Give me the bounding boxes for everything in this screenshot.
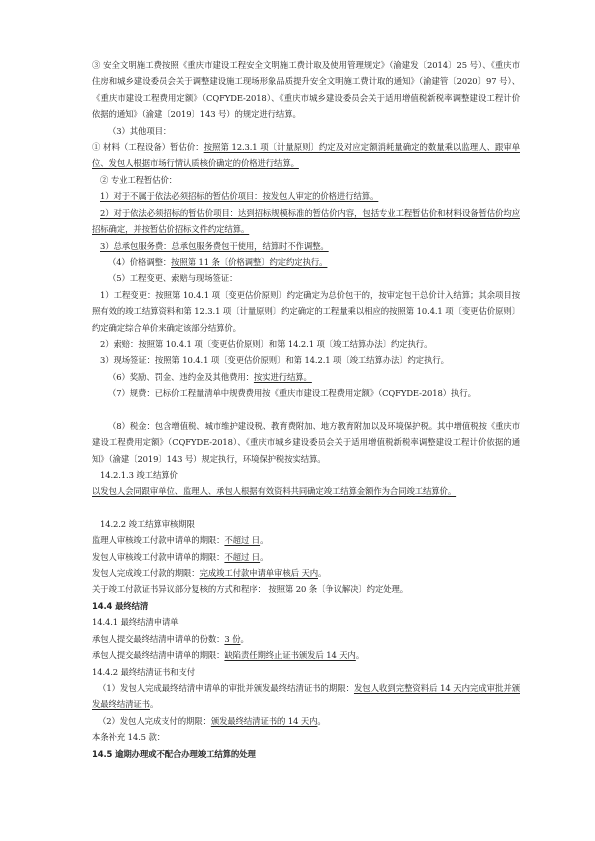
heading-changes-claims: （5）工程变更、索赔与现场签证：	[108, 273, 238, 283]
paragraph-safety-fee: ③ 安全文明施工费按照《重庆市建设工程安全文明施工费计取及使用管理规定》（渝建发〔2014〕25 号）、《重庆市住房和城乡建设委员会关于调整建设施工现场形象品质提升安全文明施工费计取的通知》（渝建管〔2020〕97 号）、《重庆市建设工程费用定额》（CQFYDE-2018）、《重庆市城乡建设委员会关于适用增值税新税率调整建设工程计价依据的通知》（渝建〔2019〕143 号）的规定进行结算。	[92, 60, 520, 119]
paragraph-fees: （7）规费：已标价工程量清单中规费费用按《重庆市建设工程费用定额》（CQFYDE-2018）执行。	[108, 388, 476, 398]
paragraph-supplement: 本条补充 14.5 款：	[92, 732, 166, 742]
paragraph-payment-deadline: 发包人完成竣工付款的期限：完成竣工付款申请单审核后 天内。	[92, 568, 327, 578]
paragraph-submission-deadline: 承包人提交最终结清申请单的期限：缺陷责任期终止证书颁发后 14 天内。	[92, 650, 365, 660]
heading-14-5: 14.5 逾期办理或不配合办理竣工结算的处理	[92, 749, 256, 759]
paragraph-service-fee: 3）总承包服务费：总承包服务费包干使用，结算时不作调整。	[100, 241, 329, 251]
heading-14-4-1: 14.4.1 最终结清申请单	[92, 617, 179, 627]
paragraph-bidding: 2）对于依法必须招标的暂估价项目：达到招标规模标准的暂估价内容，包括专业工程暂估价和材料设备暂估价均应招标确定，并按暂估价招标文件约定结算。	[92, 208, 520, 235]
paragraph-price-adjust: （4）价格调整：按照第 11 条〔价格调整〕约定约定执行。	[108, 257, 328, 267]
paragraph-material-estimate: ① 材料（工程设备）暂估价：按照第 12.3.1 项〔计量原则〕约定及对应定额消耗量确定的数量乘以监理人、跟审单位、发包人根据市场行情认质核价确定的价格进行结算。	[92, 142, 520, 169]
paragraph-settlement-price: 以发包人会同跟审单位、监理人、承包人根据有效资料共同确定竣工结算金额作为合同竣工结算价。	[92, 486, 457, 496]
paragraph-copies: 承包人提交最终结清申请单的份数：3 份。	[92, 634, 249, 644]
paragraph-site-visa: 3）现场签证：按照第 10.4.1 项〔变更估价原则〕和第 14.2.1 项〔竣工结算办法〕约定执行。	[100, 355, 449, 365]
heading-14-4-2: 14.4.2 最终结清证书和支付	[92, 667, 196, 677]
paragraph-employer-review: 发包人审核竣工付款申请单的期限：不超过 日。	[92, 552, 269, 562]
heading-14-4: 14.4 最终结清	[92, 601, 149, 611]
heading-14-2-1-3: 14.2.1.3 竣工结算价	[100, 470, 178, 480]
paragraph-engineering-change: 1）工程变更：按照第 10.4.1 项〔变更估价原则〕约定确定为总价包干的，按审定包干总价计入结算；其余项目按照有效的竣工结算资料和第 12.3.1 项〔计量原则〕约定确定的工程量乘以相应的按照第 10.4.1 项〔变更估价原则〕约定确定综合单价来确定该部分结算价。	[92, 290, 520, 333]
paragraph-non-bidding: 1）对于不属于依法必须招标的暂估价项目：按发包人审定的价格进行结算。	[100, 191, 379, 201]
paragraph-objection-review: 关于竣工付款证书异议部分复核的方式和程序： 按照第 20 条〔争议解决〕约定处理。	[92, 584, 409, 594]
paragraph-final-payment: （2）发包人完成支付的期限：颁发最终结清证书的 14 天内。	[98, 716, 326, 726]
paragraph-final-approval: （1）发包人完成最终结清申请单的审批并颁发最终结清证书的期限：发包人收到完整资料后 14 天内完成审批并颁发最终结清证书。	[92, 683, 520, 710]
heading-professional-estimate: ② 专业工程暂估价：	[100, 175, 178, 185]
heading-14-2-2: 14.2.2 竣工结算审核期限	[100, 519, 195, 529]
paragraph-claims: 2）索赔：按照第 10.4.1 项〔变更估价原则〕和第 14.2.1 项〔竣工结算办法〕约定执行。	[100, 339, 433, 349]
paragraph-tax: （8）税金：包含增值税、城市维护建设税、教育费附加、地方教育附加以及环境保护税。其中增值税按《重庆市建设工程费用定额》（CQFYDE-2018）、《重庆市城乡建设委员会关于适用增值税新税率调整建设工程计价依据的通知》（渝建〔2019〕143 号）规定执行，环境保护税按实结算。	[92, 421, 520, 464]
heading-other-items: （3）其他项目：	[108, 126, 172, 136]
paragraph-supervisor-review: 监理人审核竣工付款申请单的期限：不超过 日。	[92, 535, 269, 545]
paragraph-rewards: （6）奖励、罚金、违约金及其他费用：按实进行结算。	[108, 372, 312, 382]
